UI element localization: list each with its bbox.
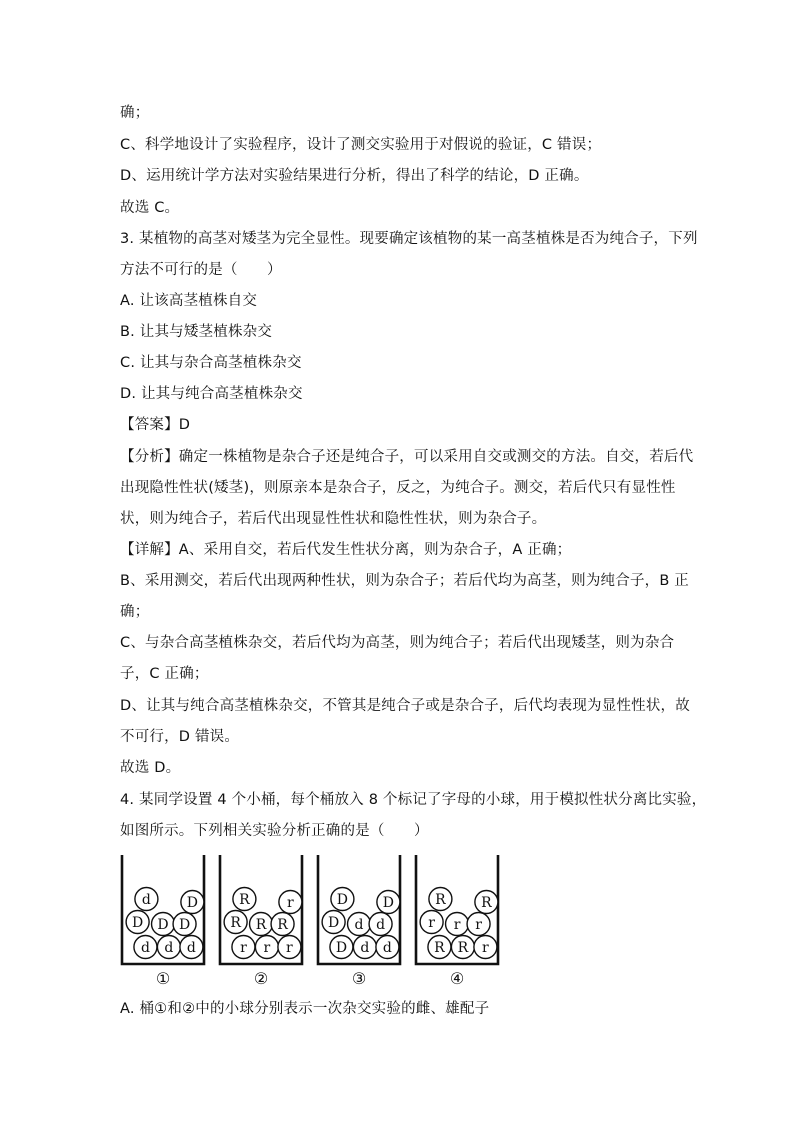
ball-label: D (335, 940, 348, 956)
ball-label: D (157, 917, 169, 933)
bucket-1 (122, 855, 204, 988)
bucket-figure (118, 850, 518, 990)
ball-label: R (481, 895, 492, 911)
detail-line: 子，C 正确； (120, 666, 209, 682)
text-line: C、科学地设计了实验程序，设计了测交实验用于对假说的验证，C 错误； (120, 137, 602, 153)
ball-label: d (360, 940, 370, 956)
ball-label: R (230, 915, 241, 931)
bucket-label: ③ (351, 969, 367, 988)
option-a: A. 让该高茎植株自交 (120, 293, 258, 309)
option-c: C. 让其与杂合高茎植株杂交 (120, 355, 302, 371)
ball-label: D (327, 915, 340, 931)
ball-label: d (186, 940, 196, 956)
question-4-stem: 4. 某同学设置 4 个小桶，每个桶放入 8 个标记了字母的小球，用于模拟性状分离比实验， (120, 792, 707, 808)
option-b: B. 让其与矮茎植株杂交 (120, 324, 273, 340)
bucket-4 (416, 855, 498, 988)
ball-label: R (435, 892, 446, 908)
ball-label: d (164, 940, 174, 956)
option-d: D. 让其与纯合高茎植株杂交 (120, 386, 303, 402)
ball-label: d (376, 917, 386, 933)
ball-label: R (277, 917, 288, 933)
ball-label: D (336, 892, 349, 908)
ball-label: R (457, 940, 469, 956)
ball-label: r (482, 940, 489, 956)
detail-line: B、采用测交，若后代出现两种性状，则为杂合子；若后代均为高茎，则为纯合子，B 正 (120, 573, 690, 589)
text-line: 确； (120, 105, 150, 121)
ball-label: D (131, 915, 144, 931)
detail-line: C、与杂合高茎植株杂交，若后代均为高茎，则为纯合子；若后代出现矮茎，则为杂合 (120, 635, 675, 651)
ball-label: R (255, 917, 267, 933)
question-4-stem-cont: 如图所示。下列相关实验分析正确的是（ ） (120, 823, 429, 839)
ball-label: r (286, 940, 293, 956)
ball-label: r (475, 917, 482, 933)
ball-label: r (287, 895, 294, 911)
ball-label: R (239, 892, 250, 908)
text-line: 故选 C。 (120, 200, 180, 216)
ball-label: d (354, 917, 364, 933)
ball-label: d (140, 940, 150, 956)
analysis-line: 【分析】确定一株植物是杂合子还是纯合子，可以采用自交或测交的方法。自交，若后代 (120, 449, 694, 465)
detail-line: D、让其与纯合高茎植株杂交，不管其是纯合子或是杂合子，后代均表现为显性性状，故 (120, 698, 690, 714)
ball-label: r (453, 917, 461, 933)
ball-label: R (434, 940, 445, 956)
ball-label: D (382, 895, 395, 911)
question-3-stem-cont: 方法不可行的是（ ） (120, 262, 282, 278)
ball-label: r (428, 915, 435, 931)
detail-line: 不可行，D 错误。 (120, 729, 240, 745)
analysis-line: 状，则为纯合子，若后代出现显性性状和隐性性状，则为杂合子。 (120, 511, 547, 527)
analysis-line: 出现隐性性状(矮茎)，则原亲本是杂合子，反之，为纯合子。测交，若后代只有显性性 (120, 480, 676, 496)
answer-line: 【答案】D (120, 417, 191, 433)
detail-line: 确； (120, 604, 150, 620)
bucket-label: ② (253, 969, 269, 988)
bucket-3 (318, 855, 400, 988)
bucket-label: ④ (449, 969, 465, 988)
ball-label: r (263, 940, 271, 956)
text-line: D、运用统计学方法对实验结果进行分析，得出了科学的结论，D 正确。 (120, 168, 589, 184)
ball-label: D (186, 895, 199, 911)
detail-line: 【详解】A、采用自交，若后代发生性状分离，则为杂合子，A 正确； (120, 542, 572, 558)
bucket-label: ① (155, 969, 171, 988)
ball-label: r (240, 940, 247, 956)
ball-label: d (382, 940, 392, 956)
conclusion-line: 故选 D。 (120, 760, 181, 776)
question-3-stem: 3. 某植物的高茎对矮茎为完全显性。现要确定该植物的某一高茎植株是否为纯合子，下列 (120, 231, 698, 247)
ball-label: D (178, 917, 191, 933)
question-4-option-a: A. 桶①和②中的小球分别表示一次杂交实验的雌、雄配子 (120, 1001, 490, 1017)
ball-label: d (141, 892, 151, 908)
bucket-2 (220, 855, 302, 988)
